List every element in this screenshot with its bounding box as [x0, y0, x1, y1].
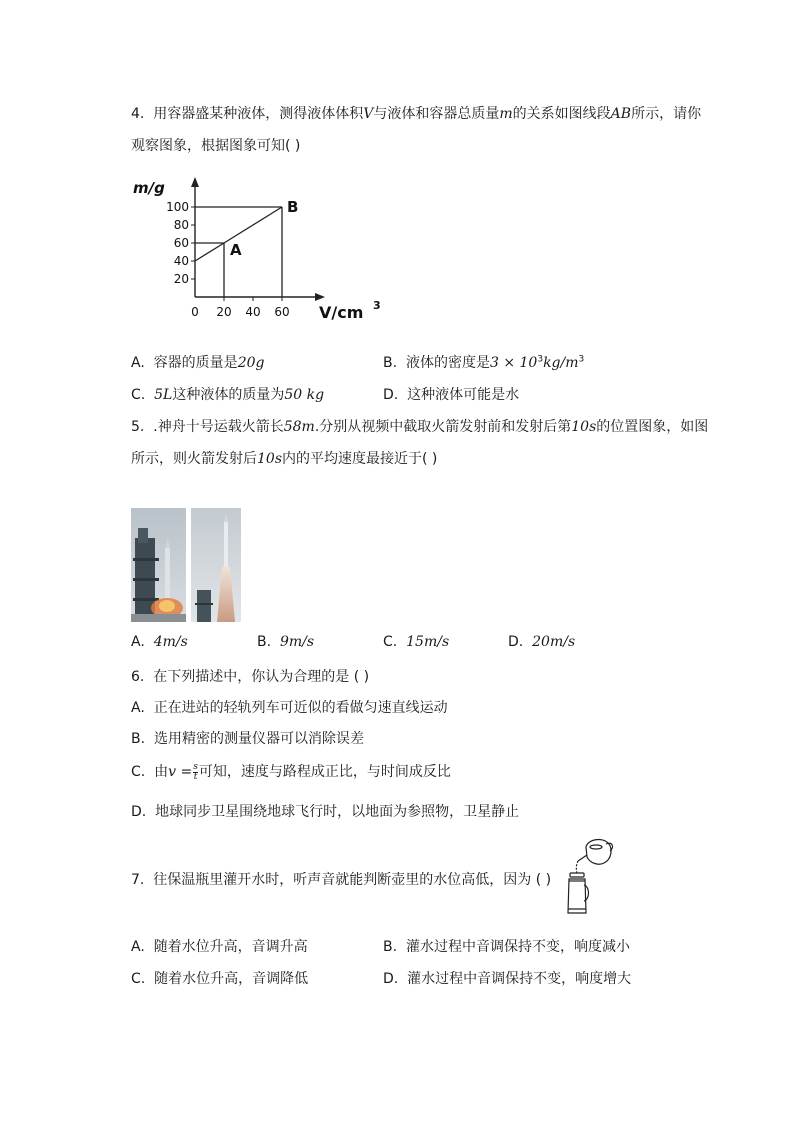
q5-stem-line2: 所示，则火箭发射后10s内的平均速度最接近于( ) — [131, 451, 438, 467]
x-tick-label: 60 — [274, 305, 290, 319]
q7-option-c[interactable]: C. 随着水位升高，音调降低 — [131, 971, 309, 987]
y-tick-label: 100 — [166, 200, 189, 214]
q7-number: 7. — [131, 872, 145, 888]
q5-stem-line1: 5. .神舟十号运载火箭长58m.分别从视频中截取火箭发射前和发射后第10s的位置图象，如图 — [131, 419, 709, 435]
y-tick-label: 80 — [173, 218, 189, 232]
q6-option-a[interactable]: A. 正在进站的轻轨列车可近似的看做匀速直线运动 — [131, 700, 448, 716]
point-label-b: B — [287, 198, 299, 216]
point-label-a: A — [230, 241, 242, 259]
q4-number: 4. — [131, 106, 145, 122]
q4-stem-line1: 4. 用容器盛某种液体，测得液体体积V与液体和容器总质量m的关系如图线段AB所示，请你 — [131, 106, 702, 122]
x-tick-label: 0 — [191, 305, 199, 319]
x-axis-label-sup: 3 — [373, 299, 381, 312]
q4-mass-volume-chart — [125, 175, 390, 330]
q4-stem-line2: 观察图象，根据图象可知( ) — [131, 138, 301, 154]
x-tick-label: 40 — [245, 305, 261, 319]
rocket-before-launch-photo — [131, 508, 186, 622]
q5-option-b[interactable]: B. 9m/s — [257, 634, 315, 650]
q5-option-c[interactable]: C. 15m/s — [383, 634, 450, 650]
q7-option-b[interactable]: B. 灌水过程中音调保持不变，响度减小 — [383, 939, 630, 955]
speed-fraction: $\frac{s}{t}$ — [193, 761, 198, 782]
q4-option-a[interactable]: A. 容器的质量是20g — [131, 355, 265, 371]
x-tick-label: 20 — [216, 305, 232, 319]
q4-option-b[interactable]: B. 液体的密度是$3 \times 10^3kg/m^3$ — [383, 354, 585, 371]
y-axis-label: m/g — [133, 179, 165, 197]
q6-option-c[interactable]: C. 由v = $\frac{s}{t}$ 可知，速度与路程成正比，与时间成反比 — [131, 761, 451, 782]
q5-option-d[interactable]: D. 20m/s — [508, 634, 576, 650]
q6-option-d[interactable]: D. 地球同步卫星围绕地球飞行时，以地面为参照物，卫星静止 — [131, 804, 520, 820]
x-axis-label: V/cm — [319, 303, 364, 322]
y-tick-label: 20 — [173, 272, 189, 286]
q6-number: 6. — [131, 669, 145, 685]
y-tick-label: 60 — [173, 236, 189, 250]
q7-stem: 7. 往保温瓶里灌开水时，听声音就能判断壶里的水位高低，因为 ( ) — [131, 872, 552, 888]
q6-option-b[interactable]: B. 选用精密的测量仪器可以消除误差 — [131, 731, 364, 747]
rocket-after-launch-photo — [191, 508, 241, 622]
y-axis-arrow — [191, 177, 199, 187]
q7-option-d[interactable]: D. 灌水过程中音调保持不变，响度增大 — [383, 971, 632, 987]
x-axis-arrow — [315, 293, 325, 301]
thermos-kettle-icon — [560, 835, 615, 917]
q4-option-c[interactable]: C. 5L这种液体的质量为50 kg — [131, 387, 325, 403]
q5-option-a[interactable]: A. 4m/s — [131, 634, 188, 650]
y-tick-label: 40 — [173, 254, 189, 268]
q4-option-d[interactable]: D. 这种液体可能是水 — [383, 387, 520, 403]
q5-number: 5. — [131, 419, 145, 435]
q7-option-a[interactable]: A. 随着水位升高，音调升高 — [131, 939, 308, 955]
q6-stem: 6. 在下列描述中，你认为合理的是 ( ) — [131, 669, 370, 685]
